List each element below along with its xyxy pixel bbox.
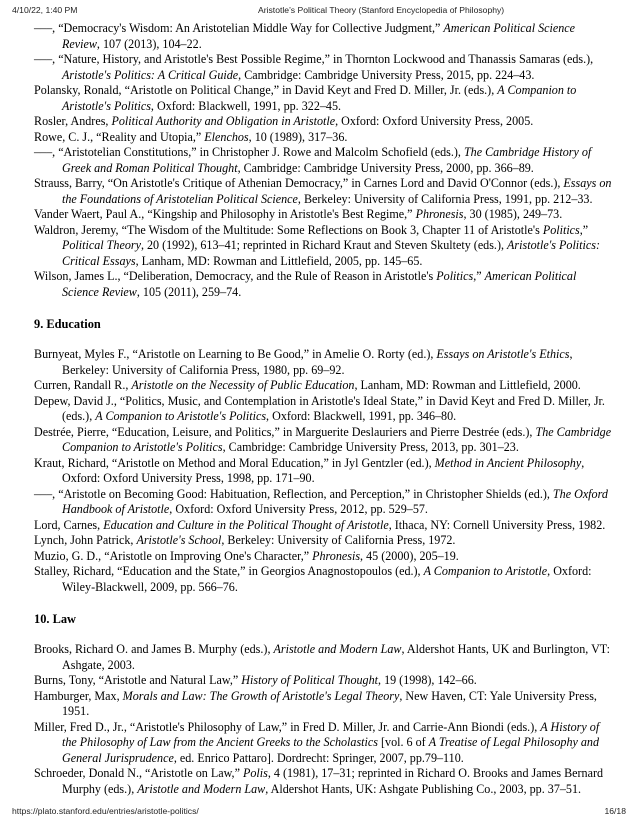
- bibliography-entry: [34, 52, 614, 83]
- entry-text: Polansky, Ronald, “Aristotle on Political Change,” in David Keyt and Fred D. Miller, Jr. (eds.),: [34, 83, 498, 97]
- bibliography-entry: [34, 130, 614, 146]
- entry-text: Lord, Carnes,: [34, 517, 104, 532]
- bibliography-entry: [34, 378, 614, 394]
- bibliography-entry: [34, 720, 614, 767]
- entry-title-italic: The Cambridge History of Greek and Roman Political Thought: [62, 145, 592, 175]
- bibliography-entry: [34, 176, 614, 207]
- entry-title-italic: A Companion to Aristotle's Politics: [95, 409, 267, 423]
- bibliography-section: [34, 21, 614, 300]
- entry-text: Lynch, John Patrick,: [34, 533, 137, 547]
- entry-text: , Berkeley: University of California Press, 1991, pp. 212–33.: [297, 191, 593, 206]
- entry-title-italic: Political Authority and Obligation in Aristotle: [111, 114, 336, 128]
- entry-title-italic: Essays on Aristotle's Ethics: [436, 347, 570, 361]
- print-page-title: Aristotle’s Political Theory (Stanford Encyclopedia of Philosophy): [258, 5, 505, 15]
- entry-text: , Aldershot Hants, UK: Ashgate Publishing Co., 2003, pp. 37–51.: [265, 781, 582, 796]
- entry-title-italic: Aristotle's Politics: A Critical Guide: [62, 67, 239, 82]
- print-header: [12, 5, 626, 16]
- bibliography-section: [34, 316, 614, 595]
- bibliography-entry: [34, 549, 614, 565]
- entry-text: Vander Waert, Paul A., “Kingship and Philosophy in Aristotle's Best Regime,”: [34, 207, 416, 221]
- entry-title-italic: A Companion to Aristotle's Politics: [62, 83, 577, 113]
- bibliography-entry: [34, 347, 614, 378]
- entry-text: Burns, Tony, “Aristotle and Natural Law,”: [34, 673, 242, 687]
- bibliography-entry: [34, 673, 614, 689]
- bibliography-entry: [34, 533, 614, 549]
- entry-title-italic: Phronesis: [312, 548, 361, 563]
- entry-text: –––, “Aristotle on Becoming Good: Habituation, Reflection, and Perception,” in Christopher Shields (ed.),: [34, 486, 553, 501]
- bibliography-entry: [34, 425, 614, 456]
- entry-title-italic: Politics: [542, 222, 580, 237]
- bibliography-entry: [34, 394, 614, 425]
- entry-text: ,”: [473, 269, 485, 283]
- entry-text: Destrée, Pierre, “Education, Leisure, and Politics,” in Marguerite Deslauriers and Pierre Destrée (eds.),: [34, 424, 536, 439]
- entry-text: , ed. Enrico Pattaro]. Dordrecht: Springer, 2007, pp.79–110.: [173, 750, 464, 765]
- bibliography-entry: [34, 83, 614, 114]
- entry-text: Curren, Randall R.,: [34, 378, 132, 392]
- entry-text: , 10 (1989), 317–36.: [248, 129, 348, 144]
- entry-text: , 20 (1992), 613–41; reprinted in Richard Kraut and Steven Skultety (eds.),: [140, 238, 508, 252]
- entry-text: Burnyeat, Myles F., “Aristotle on Learning to Be Good,” in Amelie O. Rorty (ed.),: [34, 347, 437, 361]
- bibliography-entry: [34, 269, 614, 300]
- bibliography-entry: [34, 487, 614, 518]
- entry-text: [vol. 6 of: [377, 735, 429, 749]
- entry-text: , Oxford: Oxford University Press, 2012, pp. 529–57.: [169, 502, 428, 516]
- entry-title-italic: The Cambridge Companion to Aristotle's Politics: [62, 424, 612, 454]
- bibliography-entry: [34, 689, 614, 720]
- entry-text: Kraut, Richard, “Aristotle on Method and Moral Education,” in Jyl Gentzler (ed.),: [34, 455, 435, 470]
- entry-title-italic: Polis: [242, 766, 268, 780]
- print-url: https://plato.stanford.edu/entries/aristotle-politics/: [12, 806, 199, 816]
- entry-title-italic: A Treatise of Legal Philosophy and General Jurisprudence: [62, 735, 600, 765]
- entry-title-italic: Method in Ancient Philosophy: [434, 455, 582, 470]
- entry-text: Stalley, Richard, “Education and the State,” in Georgios Anagnostopoulos (ed.),: [34, 564, 424, 578]
- entry-text: Schroeder, Donald N., “Aristotle on Law,”: [34, 766, 243, 780]
- bibliography-entry: [34, 207, 614, 223]
- entry-text: –––, “Nature, History, and Aristotle's Best Possible Regime,” in Thornton Lockwood and Thanassis Samaras (eds.),: [34, 52, 594, 66]
- entry-text: , Oxford: Blackwell, 1991, pp. 346–80.: [266, 409, 457, 423]
- entry-text: , Ithaca, NY: Cornell University Press, 1982.: [388, 517, 606, 532]
- entry-text: Hamburger, Max,: [34, 688, 123, 703]
- entry-text: , Berkeley: University of California Press, 1980, pp. 69–92.: [62, 347, 573, 377]
- entry-title-italic: Aristotle's Politics: Critical Essays: [62, 238, 600, 268]
- entry-title-italic: Essays on the Foundations of Aristotelian Political Science: [62, 176, 612, 206]
- entry-text: , Oxford: Oxford University Press, 1998, pp. 171–90.: [62, 455, 585, 485]
- bibliography-entry: [34, 564, 614, 595]
- bibliography-entry: [34, 456, 614, 487]
- entry-title-italic: Morals and Law: The Growth of Aristotle's Legal Theory: [122, 688, 400, 703]
- entry-title-italic: The Oxford Handbook of Aristotle: [62, 486, 608, 516]
- section-heading: 9. Education: [34, 317, 101, 331]
- entry-text: , 107 (2013), 104–22.: [96, 36, 202, 51]
- bibliography-entry: [34, 223, 614, 270]
- entry-text: , Oxford: Blackwell, 1991, pp. 322–45.: [150, 98, 342, 113]
- entry-text: , 4 (1981), 17–31; reprinted in Richard O. Brooks and James Bernard Murphy (eds.),: [62, 766, 604, 796]
- entry-text: Wilson, James L., “Deliberation, Democracy, and the Rule of Reason in Aristotle's: [34, 269, 437, 283]
- entry-text: Miller, Fred D., Jr., “Aristotle's Philosophy of Law,” in Fred D. Miller, Jr. and Carrie-Ann Biondi (eds.),: [34, 719, 541, 734]
- bibliography-section: [34, 611, 614, 797]
- entry-text: Strauss, Barry, “On Aristotle's Critique of Athenian Democracy,” in Carnes Lord and David O'Connor (eds.),: [34, 176, 564, 190]
- entry-text: –––, “Aristotelian Constitutions,” in Christopher J. Rowe and Malcolm Schofield (eds.),: [34, 145, 464, 159]
- print-datetime: 4/10/22, 1:40 PM: [12, 5, 78, 15]
- print-footer: [12, 806, 626, 817]
- entry-title-italic: American Political Science Review: [62, 269, 577, 299]
- entry-title-italic: Aristotle and Modern Law: [137, 781, 266, 796]
- entry-title-italic: A History of the Philosophy of Law from the Ancient Greeks to the Scholastics: [62, 719, 600, 749]
- entry-title-italic: Politics: [436, 269, 474, 283]
- entry-text: , Cambridge: Cambridge University Press, 2000, pp. 366–89.: [237, 160, 534, 175]
- entry-text: , Berkeley: University of California Press, 1972.: [221, 533, 456, 547]
- entry-text: , 30 (1985), 249–73.: [463, 207, 563, 221]
- bibliography-entry: [34, 642, 614, 673]
- entry-title-italic: Elenchos: [204, 129, 249, 144]
- section-heading: 10. Law: [34, 612, 76, 626]
- entry-text: , Cambridge: Cambridge University Press, 2015, pp. 224–43.: [238, 67, 535, 82]
- bibliography-entry: [34, 114, 614, 130]
- entry-title-italic: Political Theory: [62, 238, 141, 252]
- entry-title-italic: Aristotle's School: [136, 533, 222, 547]
- entry-title-italic: Phronesis: [415, 207, 464, 221]
- entry-text: , Aldershot Hants, UK and Burlington, VT: Ashgate, 2003.: [62, 642, 610, 672]
- entry-text: Muzio, G. D., “Aristotle on Improving One's Character,”: [34, 548, 313, 563]
- bibliography-entry: [34, 766, 614, 797]
- bibliography-entry: [34, 21, 614, 52]
- entry-title-italic: A Companion to Aristotle: [423, 564, 548, 578]
- entry-title-italic: Aristotle and Modern Law: [273, 642, 402, 656]
- entry-text: Rowe, C. J., “Reality and Utopia,”: [34, 129, 205, 144]
- entry-text: , Oxford: Wiley-Blackwell, 2009, pp. 566–76.: [62, 564, 592, 594]
- entry-title-italic: Education and Culture in the Political Thought of Aristotle: [103, 517, 389, 532]
- entry-text: , Cambridge: Cambridge University Press, 2013, pp. 301–23.: [222, 440, 519, 454]
- entry-text: –––, “Democracy's Wisdom: An Aristotelian Middle Way for Collective Judgment,”: [34, 21, 444, 35]
- entry-title-italic: Aristotle on the Necessity of Public Education: [131, 378, 355, 392]
- entry-text: , 19 (1998), 142–66.: [378, 673, 477, 687]
- entry-text: ,”: [579, 222, 589, 237]
- entry-text: Depew, David J., “Politics, Music, and Contemplation in Aristotle's Ideal State,” in David Keyt and Fred D. Miller, Jr. (eds.),: [34, 393, 605, 423]
- entry-text: Waldron, Jeremy, “The Wisdom of the Multitude: Some Reflections on Book 3, Chapter 11 of Aristotle's: [34, 222, 543, 237]
- entry-text: , Lanham, MD: Rowman and Littlefield, 2005, pp. 145–65.: [135, 253, 423, 268]
- print-page-number: 16/18: [604, 806, 626, 816]
- entry-title-italic: History of Political Thought: [241, 673, 379, 687]
- entry-text: Rosler, Andres,: [34, 114, 112, 128]
- entry-text: , Lanham, MD: Rowman and Littlefield, 2000.: [354, 378, 581, 392]
- entry-text: , Oxford: Oxford University Press, 2005.: [335, 114, 534, 128]
- bibliography-entry: [34, 518, 614, 534]
- entry-text: , New Haven, CT: Yale University Press, 1951.: [62, 688, 597, 718]
- entry-title-italic: American Political Science Review: [62, 21, 576, 51]
- entry-text: , 105 (2011), 259–74.: [136, 284, 242, 299]
- bibliography-content: [34, 21, 614, 797]
- entry-text: Brooks, Richard O. and James B. Murphy (eds.),: [34, 642, 274, 656]
- entry-text: , 45 (2000), 205–19.: [360, 548, 459, 563]
- bibliography-entry: [34, 145, 614, 176]
